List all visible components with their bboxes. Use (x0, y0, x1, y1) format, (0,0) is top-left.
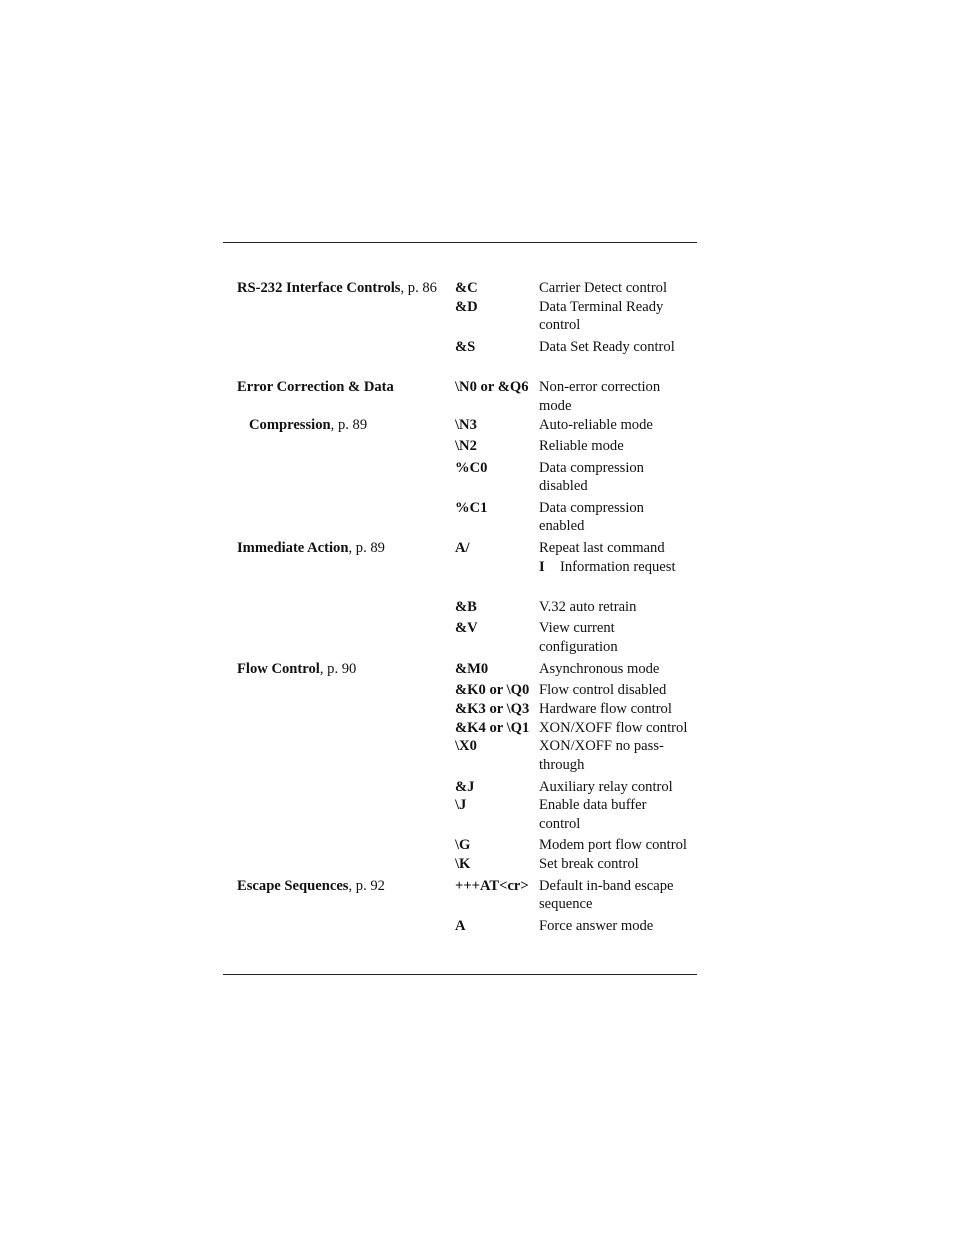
command-code: A/ (455, 540, 470, 556)
command-description: Data Terminal Ready (539, 299, 664, 315)
command-code: &C (455, 280, 478, 296)
command-description: Hardware flow control (539, 701, 672, 717)
command-code: \X0 (455, 738, 477, 754)
command-description: disabled (539, 478, 588, 494)
command-code: +++AT<cr> (455, 878, 529, 894)
command-description: Set break control (539, 856, 639, 872)
command-code: &J (455, 779, 475, 795)
command-code: \J (455, 797, 467, 813)
command-description: enabled (539, 518, 585, 534)
command-code: %C0 (455, 460, 488, 476)
command-code: I (539, 559, 545, 575)
section-heading-flow-control: Flow Control, p. 90 (237, 661, 357, 677)
command-code: \N2 (455, 438, 477, 454)
command-description: Data compression (539, 460, 644, 476)
command-description: Repeat last command (539, 540, 665, 556)
command-description: Data compression (539, 500, 644, 516)
section-heading-compression: Compression, p. 89 (249, 417, 368, 433)
command-code: \N3 (455, 417, 477, 433)
command-description: XON/XOFF no pass- (539, 738, 664, 754)
command-description: sequence (539, 896, 593, 912)
section-heading-immediate-action: Immediate Action, p. 89 (237, 540, 385, 556)
command-description: Modem port flow control (539, 837, 687, 853)
command-description: through (539, 757, 585, 773)
command-code: \K (455, 856, 471, 872)
command-code: &M0 (455, 661, 489, 677)
command-code: &B (455, 599, 477, 615)
command-description: Information request (560, 559, 676, 575)
command-description: Force answer mode (539, 918, 654, 934)
command-description: Non-error correction (539, 379, 661, 395)
command-code: &S (455, 339, 476, 355)
command-code: &D (455, 299, 478, 315)
top-rule (223, 242, 697, 243)
command-description: Flow control disabled (539, 682, 667, 698)
command-description: configuration (539, 639, 618, 655)
command-description: control (539, 816, 581, 832)
command-description: mode (539, 398, 572, 414)
command-description: Enable data buffer (539, 797, 647, 813)
command-code: A (455, 918, 466, 934)
command-code: &V (455, 620, 478, 636)
command-description: Reliable mode (539, 438, 624, 454)
command-description: Asynchronous mode (539, 661, 660, 677)
command-code: &K0 or \Q0 (455, 682, 530, 698)
command-code: %C1 (455, 500, 488, 516)
command-description: Data Set Ready control (539, 339, 675, 355)
bottom-rule (223, 974, 697, 975)
section-heading-escape-sequences: Escape Sequences, p. 92 (237, 878, 385, 894)
command-description: Carrier Detect control (539, 280, 668, 296)
command-code: &K4 or \Q1 (455, 720, 530, 736)
command-description: V.32 auto retrain (539, 599, 637, 615)
command-description: Auxiliary relay control (539, 779, 673, 795)
command-description: Default in-band escape (539, 878, 674, 894)
command-code: &K3 or \Q3 (455, 701, 530, 717)
command-description: View current (539, 620, 615, 636)
command-code: \N0 or &Q6 (455, 379, 529, 395)
command-description: control (539, 317, 581, 333)
command-description: XON/XOFF flow control (539, 720, 688, 736)
section-heading-error-correction: Error Correction & Data (237, 379, 394, 395)
command-code: \G (455, 837, 471, 853)
section-heading-rs232: RS-232 Interface Controls, p. 86 (237, 280, 437, 296)
command-description: Auto-reliable mode (539, 417, 653, 433)
